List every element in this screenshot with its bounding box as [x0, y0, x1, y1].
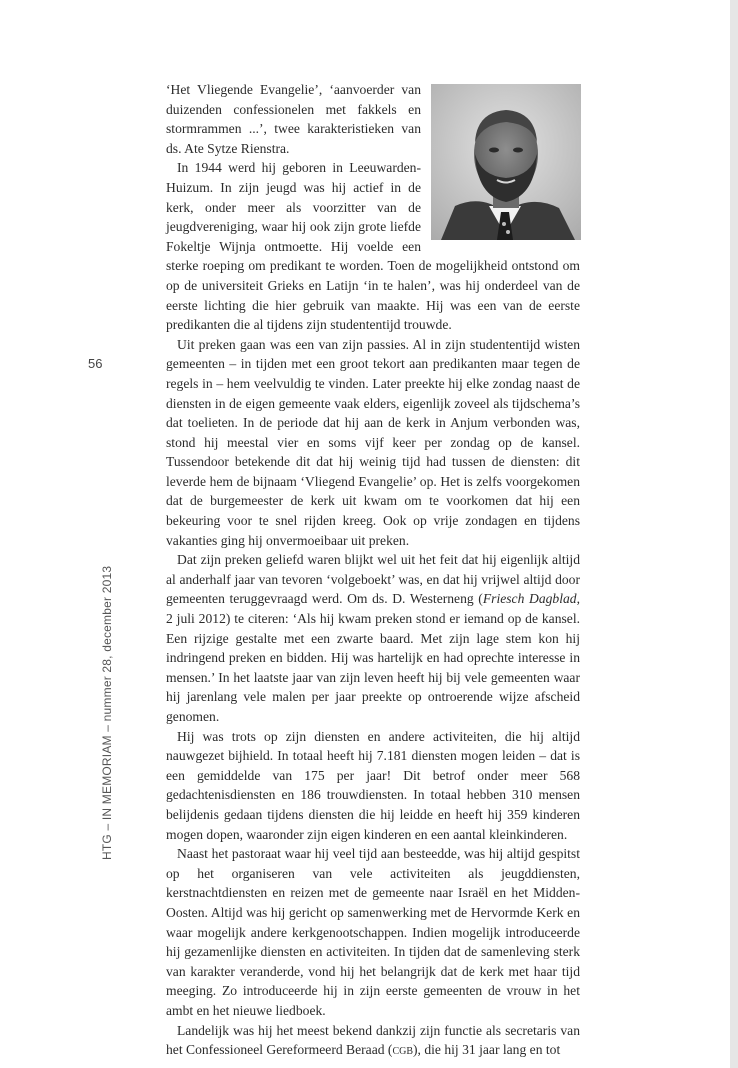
paragraph: In 1944 werd hij geboren in Leeuwarden-Huizum. In zijn jeugd was hij actief in de kerk, onder meer als voorzitter van de jeugdvereniging, waar hij ook zijn grote liefde Fokeltje Wijnja ontmoette. Hij voelde een sterke roeping om predikant te worden. Toen de mogelijkheid ontstond om op de universiteit Grieks en Latijn ‘in te halen’, was hij onderdeel van de eerste lichting die hier gebruik van maakte. Hij was een van de eerste predikanten die al tijdens zijn studententijd trouwde. — [166, 160, 580, 333]
portrait-photo — [431, 84, 581, 240]
paragraph: Hij was trots op zijn diensten en andere activiteiten, die hij altijd nauwgezet bijhield. In totaal heeft hij 7.181 diensten mogen leiden – dat is een gemiddelde van 175 per jaar! Dit betrof onder meer 568 gedachtenisdiensten en 186 trouwdiensten. In totaal hebben 310 mensen belijdenis gedaan tijdens diensten die hij leidde en heeft hij 359 kinderen mogen dopen, waaronder zijn eigen kinderen en een aantal kleinkinderen. — [166, 728, 580, 842]
paragraph — [166, 550, 580, 726]
paragraph-text: , 2 juli 2012) te citeren: ‘Als hij kwam preken stond er iemand op de kansel. Een rijzige gestalte met een zwarte baard. Met zijn lage stem kon hij indringend preken en bidden. Hij was hartelijk en had oprechte interesse in mensen.’ In het laatste jaar van zijn leven heeft hij bij vele gemeenten waar hij jarenlang vele malen per jaar preekte op ontroerende wijze afscheid genomen. — [166, 591, 580, 724]
paragraph — [166, 1021, 580, 1060]
paragraph-text: Landelijk was hij het meest bekend dankzij zijn functie als secretaris van het Confessioneel Gereformeerd Beraad ( — [166, 1022, 580, 1058]
article-body — [166, 80, 580, 1060]
paragraph: ‘Het Vliegende Evangelie’, ‘aanvoerder van duizenden confessionelen met fakkels en stormrammen ...’, twee karakteristieken van ds. Ate Sytze Rienstra. — [166, 82, 421, 156]
paragraph-text: ), die hij 31 jaar lang en tot — [413, 1042, 561, 1058]
scan-edge — [730, 0, 738, 1068]
page-number: 56 — [88, 356, 103, 371]
paragraph: Uit preken gaan was een van zijn passies. Al in zijn studententijd wisten gemeenten – in tijden met een groot tekort aan predikanten maar tegen de regels in – hem veelvuldig te vinden. Later preekte hij elke zondag naast de diensten in de eigen gemeente vaak elders, eigenlijk zoveel als tijdschema’s dat toelieten. In de periode dat hij aan de kerk in Anjum verbonden was, stond hij meestal vier en soms vijf keer per zondag op de kansel. Tussendoor betekende dit dat hij weinig tijd had tussen de diensten: dit leverde hem de bijnaam ‘Vliegend Evangelie’ op. Het is zelfs voorgekomen dat de burgemeester de kerk uit kwam om te voorkomen dat hij een bekeuring voor te snel rijden kreeg. Ook op vrije zondagen en tijdens vakanties ging hij onvermoeibaar uit preken. — [166, 336, 580, 548]
running-head: HTG – IN MEMORIAM – nummer 28, december 2013 — [100, 565, 114, 860]
abbreviation: cgb — [392, 1042, 414, 1058]
paragraph: Naast het pastoraat waar hij veel tijd aan besteedde, was hij altijd gespitst op het organiseren van vele activiteiten als jeugddiensten, kerstnachtdiensten en reizen met de gemeente naar Israël en het Midden-Oosten. Altijd was hij gericht op samenwerking met de Hervormde Kerk en waar mogelijk andere kerkgenootschappen. Indien mogelijk introduceerde hij gezamenlijke diensten en activiteiten. In tijden dat de samenleving sterk van karakter veranderde, vond hij het belangrijk dat de kerk met haar tijd meeging. Zo introduceerde hij in zijn eerste gemeenten de vrouw in het ambt en het nieuwe liedboek. — [166, 846, 580, 1018]
newspaper-title: Friesch Dagblad — [482, 591, 577, 607]
paragraph-text: Dat zijn preken geliefd waren blijkt wel uit het feit dat hij eigenlijk altijd al anderhalf jaar van tevoren ‘volgeboekt’ was, en dat hij vrijwel altijd door gemeenten teruggevraagd werd. Om ds. D. Westerneng ( — [166, 552, 580, 607]
